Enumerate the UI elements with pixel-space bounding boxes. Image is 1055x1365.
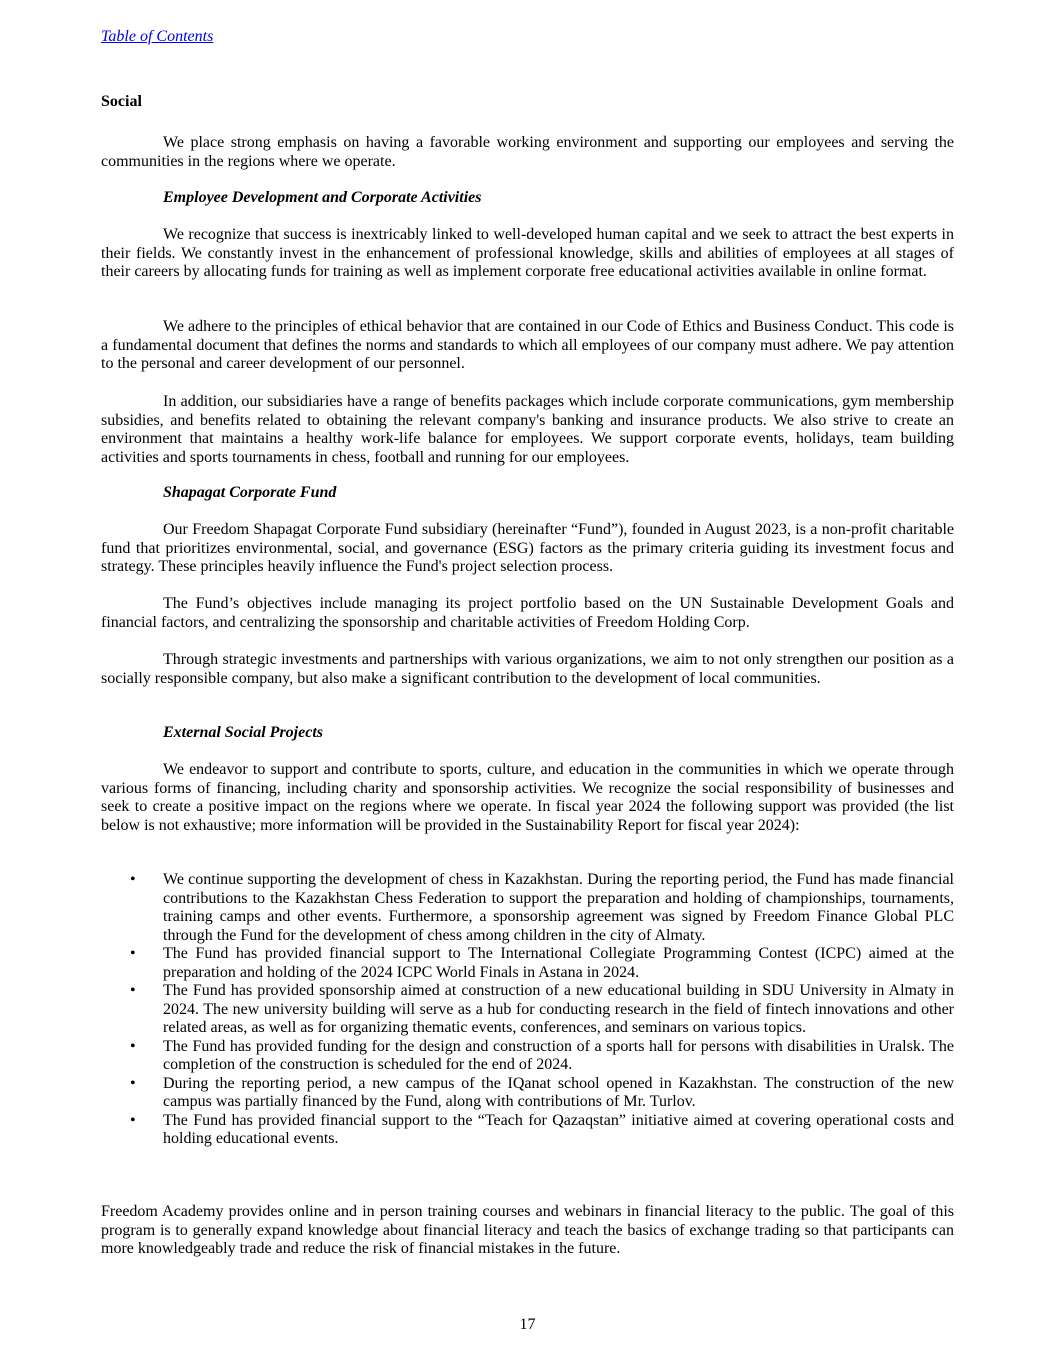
list-item-text: The Fund has provided sponsorship aimed at construction of a new educational building in SDU University in Almaty in 2024. The new university building will serve as a hub for conducting research in the field of fintech innovations and other related areas, as well as for organizing thematic events, conferences, and seminars on various topics. [163, 982, 954, 1036]
list-item [101, 1112, 954, 1149]
bullet-icon: • [130, 1074, 136, 1092]
employee-paragraph-1-block [101, 226, 954, 282]
table-of-contents-link[interactable]: Table of Contents [101, 28, 214, 45]
fund-paragraph-1: Our Freedom Shapagat Corporate Fund subsidiary (hereinafter “Fund”), founded in August 2023, is a non-profit charitable fund that prioritizes environmental, social, and governance (ESG) factors as the primary criteria guiding its investment focus and strategy. These principles heavily influence the Fund's project selection process. [101, 521, 954, 575]
list-item [101, 1038, 954, 1075]
list-item [101, 1075, 954, 1112]
page-number: 17 [519, 1316, 536, 1333]
bullet-icon: • [130, 945, 136, 962]
list-item-text: The Fund has provided financial support to The International Collegiate Programming Contest (ICPC) aimed at the preparation and holding of the 2024 ICPC World Finals in Astana in 2024. [163, 945, 954, 981]
shapagat-fund-heading: Shapagat Corporate Fund [163, 484, 337, 501]
section-intro [101, 134, 954, 171]
fund-paragraph-3-block [101, 651, 954, 688]
employee-paragraph-3-block [101, 393, 954, 467]
fund-paragraph-1-block [101, 521, 954, 577]
external-intro-paragraph: We endeavor to support and contribute to sports, culture, and education in the communities in which we operate through various forms of financing, including charity and sponsorship activities. We recognize the social responsibility of businesses and seek to create a positive impact on the regions where we operate. In fiscal year 2024 the following support was provided (the list below is not exhaustive; more information will be provided in the Sustainability Report for fiscal year 2024): [101, 761, 954, 834]
list-item [101, 871, 954, 945]
list-item-text: We continue supporting the development of chess in Kazakhstan. During the reporting period, the Fund has made financial contributions to the Kazakhstan Chess Federation to support the preparation and holding of championships, tournaments, training camps and other events. Furthermore, a sponsorship agreement was signed by Freedom Finance Global PLC through the Fund for the development of chess among children in the city of Almaty. [163, 871, 954, 944]
list-item [101, 945, 954, 982]
bullet-icon: • [130, 1111, 136, 1129]
list-item-text: During the reporting period, a new campus of the IQanat school opened in Kazakhstan. The construction of the new campus was partially financed by the Fund, along with contributions of Mr. Turlov. [163, 1074, 954, 1110]
employee-development-heading: Employee Development and Corporate Activities [163, 189, 482, 206]
employee-paragraph-2: We adhere to the principles of ethical behavior that are contained in our Code of Ethics and Business Conduct. This code is a fundamental document that defines the norms and standards to which all employees of our company must adhere. We pay attention to the personal and career development of our personnel. [101, 318, 954, 372]
fund-paragraph-2-block [101, 595, 954, 632]
fund-paragraph-3: Through strategic investments and partnerships with various organizations, we aim to not only strengthen our position as a socially responsible company, but also make a significant contribution to the development of local communities. [101, 651, 954, 687]
external-projects-heading: External Social Projects [163, 724, 323, 741]
employee-paragraph-3: In addition, our subsidiaries have a range of benefits packages which include corporate communications, gym membership subsidies, and benefits related to obtaining the relevant company's banking and insurance products. We also strive to create an environment that maintains a healthy work-life balance for employees. We support corporate events, holidays, team building activities and sports tournaments in chess, football and running for our employees. [101, 393, 954, 466]
projects-bullet-list [101, 871, 954, 1149]
employee-paragraph-1: We recognize that success is inextricably linked to well-developed human capital and we seek to attract the best experts in their fields. We constantly invest in the enhancement of professional knowledge, skills and abilities of employees at all stages of their careers by allocating funds for training as well as implement corporate free educational activities available in online format. [101, 226, 954, 280]
bullet-icon: • [130, 982, 136, 999]
list-item-text: The Fund has provided financial support to the “Teach for Qazaqstan” initiative aimed at covering operational costs and holding educational events. [163, 1111, 954, 1147]
list-item [101, 982, 954, 1038]
section-title: Social [101, 93, 142, 110]
closing-block [101, 1203, 954, 1259]
bullet-icon: • [130, 1037, 136, 1055]
intro-paragraph: We place strong emphasis on having a favorable working environment and supporting our employees and serving the communities in the regions where we operate. [101, 134, 954, 170]
fund-paragraph-2: The Fund’s objectives include managing its project portfolio based on the UN Sustainable Development Goals and financial factors, and centralizing the sponsorship and charitable activities of Freedom Holding Corp. [101, 595, 954, 631]
employee-paragraph-2-block [101, 318, 954, 374]
bullet-icon: • [130, 871, 136, 888]
external-intro-block [101, 761, 954, 835]
list-item-text: The Fund has provided funding for the design and construction of a sports hall for persons with disabilities in Uralsk. The completion of the construction is scheduled for the end of 2024. [163, 1037, 954, 1073]
freedom-academy-paragraph: Freedom Academy provides online and in person training courses and webinars in financial literacy to the public. The goal of this program is to generally expand knowledge about financial literacy and teach the basics of exchange trading so that participants can more knowledgeably trade and reduce the risk of financial mistakes in the future. [101, 1203, 954, 1257]
